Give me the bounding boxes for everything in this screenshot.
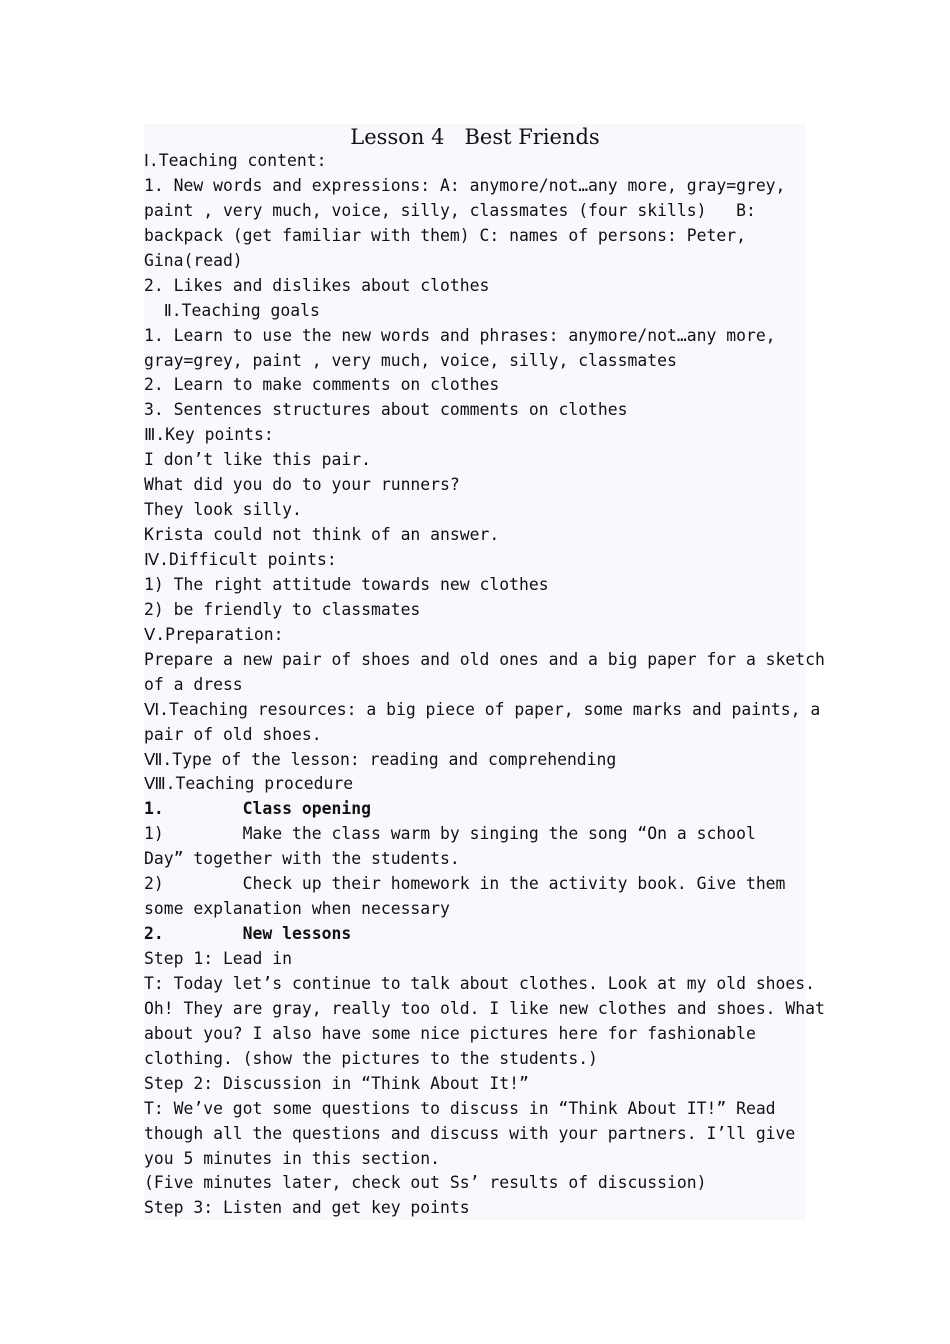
- text-line: They look silly.: [144, 500, 302, 520]
- text-line: Ⅶ.Type of the lesson: reading and comprehending: [144, 749, 617, 769]
- document-title: Lesson 4 Best Friends: [350, 125, 600, 149]
- text-line: 2) be friendly to classmates: [144, 599, 421, 619]
- text-line: I don’t like this pair.: [144, 450, 371, 470]
- text-line: T: Today let’s continue to talk about clothes. Look at my old shoes.: [144, 973, 816, 993]
- text-line: Ⅷ.Teaching procedure: [144, 774, 354, 794]
- text-line: Krista could not think of an answer.: [144, 525, 500, 545]
- text-line: Gina(read): [144, 250, 243, 270]
- text-line: about you? I also have some nice pictures here for fashionable: [144, 1023, 756, 1043]
- text-line: pair of old shoes.: [144, 724, 322, 744]
- text-line: 2. Likes and dislikes about clothes: [144, 275, 490, 295]
- text-line: T: We’ve got some questions to discuss in “Think About IT!” Read: [144, 1098, 776, 1118]
- text-line: 2. New lessons: [144, 924, 352, 944]
- text-line: 1. Learn to use the new words and phrases: anymore/not…any more,: [144, 325, 776, 345]
- text-line: Ⅱ.Teaching goals: [144, 300, 320, 320]
- text-line: you 5 minutes in this section.: [144, 1148, 441, 1168]
- text-line: gray=grey, paint , very much, voice, silly, classmates: [144, 350, 677, 370]
- text-line: 1. New words and expressions: A: anymore/not…any more, gray=grey,: [144, 175, 786, 195]
- text-line: Day” together with the students.: [144, 849, 460, 869]
- text-line: some explanation when necessary: [144, 899, 450, 919]
- document-lines: [144, 149, 844, 1221]
- text-line: Ⅰ.Teaching content:: [144, 151, 327, 170]
- text-line: 1) Make the class warm by singing the song “On a school: [144, 824, 756, 844]
- text-line: Ⅵ.Teaching resources: a big piece of paper, some marks and paints, a: [144, 699, 821, 719]
- text-line: Step 1: Lead in: [144, 949, 293, 968]
- text-line: 1) The right attitude towards new clothes: [144, 574, 549, 594]
- text-line: Ⅲ.Key points:: [144, 425, 274, 445]
- text-line: Ⅴ.Preparation:: [144, 624, 284, 644]
- text-line: of a dress: [144, 674, 243, 694]
- text-line: Oh! They are gray, really too old. I like new clothes and shoes. What: [144, 998, 825, 1018]
- text-line: paint , very much, voice, silly, classmates (four skills) B:: [144, 200, 756, 220]
- text-line: 2. Learn to make comments on clothes: [144, 375, 500, 395]
- text-line: though all the questions and discuss with your partners. I’ll give: [144, 1123, 796, 1143]
- text-line: What did you do to your runners?: [144, 475, 460, 495]
- text-line: 3. Sentences structures about comments on clothes: [144, 400, 628, 420]
- text-line: Ⅳ.Difficult points:: [144, 550, 337, 569]
- text-line: 1. Class opening: [144, 799, 371, 819]
- text-line: (Five minutes later, check out Ss’ results of discussion): [144, 1173, 707, 1193]
- text-line: clothing. (show the pictures to the students.): [144, 1048, 598, 1068]
- text-line: Step 3: Listen and get key points: [144, 1198, 470, 1218]
- text-line: Prepare a new pair of shoes and old ones and a big paper for a sketch: [144, 649, 825, 669]
- text-line: Step 2: Discussion in “Think About It!”: [144, 1073, 529, 1093]
- text-line: 2) Check up their homework in the activity book. Give them: [144, 874, 786, 894]
- text-line: backpack (get familiar with them) C: names of persons: Peter,: [144, 225, 746, 245]
